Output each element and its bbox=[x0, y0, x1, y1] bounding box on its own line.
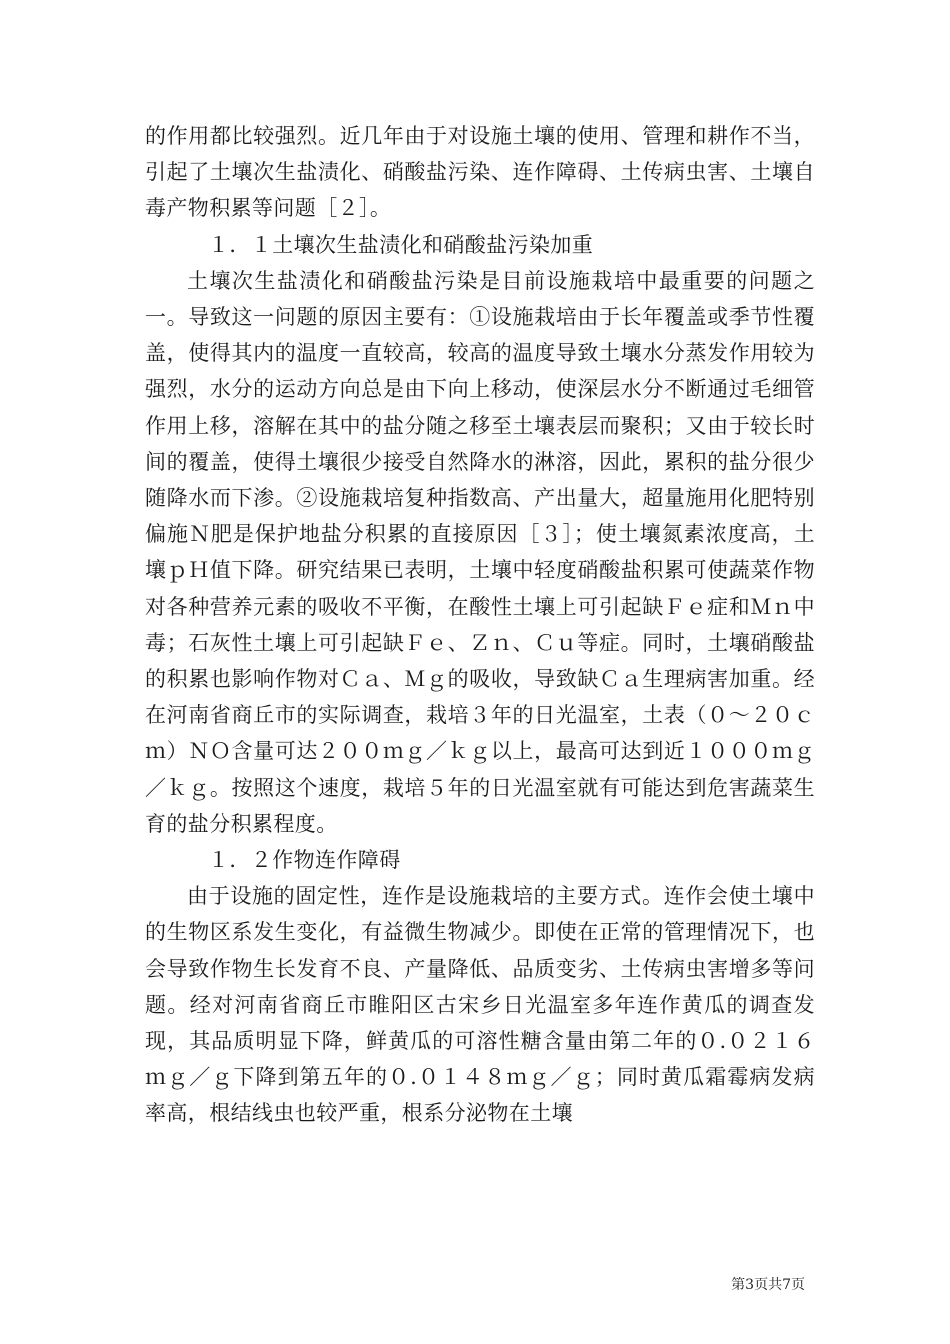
paragraph-continuous-cropping: 由于设施的固定性，连作是设施栽培的主要方式。连作会使土壤中的生物区系发生变化，有益微生物减少。即使在正常的管理情况下，也会导致作物生长发育不良、产量降低、品质变劣、土传病虫害增多等问题。经对河南省商丘市睢阳区古宋乡日光温室多年连作黄瓜的调查发现，其品质明显下降，鲜黄瓜的可溶性糖含量由第二年的０.０２１６ｍｇ／ｇ下降到第五年的０.０１４８ｍｇ／ｇ；同时黄瓜霜霉病发病率高，根结线虫也较严重，根系分泌物在土壤 bbox=[145, 884, 815, 1126]
paragraph-continuation: 的作用都比较强烈。近几年由于对设施土壤的使用、管理和耕作不当，引起了土壤次生盐渍化、硝酸盐污染、连作障碍、土传病虫害、土壤自毒产物积累等问题［２］。 bbox=[145, 124, 815, 221]
paragraph-salinization: 土壤次生盐渍化和硝酸盐污染是目前设施栽培中最重要的问题之一。导致这一问题的原因主要有：①设施栽培由于长年覆盖或季节性覆盖，使得其内的温度一直较高，较高的温度导致土壤水分蒸发作用较为强烈，水分的运动方向总是由下向上移动，使深层水分不断通过毛细管作用上移，溶解在其中的盐分随之移至土壤表层而聚积；又由于较长时间的覆盖，使得土壤很少接受自然降水的淋溶，因此，累积的盐分很少随降水而下渗。②设施栽培复种指数高、产出量大，超量施用化肥特别偏施Ｎ肥是保护地盐分积累的直接原因［３］；使土壤氮素浓度高，土壤ｐＨ值下降。研究结果已表明，土壤中轻度硝酸盐积累可使蔬菜作物对各种营养元素的吸收不平衡，在酸性土壤上可引起缺Ｆｅ症和Ｍｎ中毒；石灰性土壤上可引起缺Ｆｅ、Ｚｎ、Ｃｕ等症。同时，土壤硝酸盐的积累也影响作物对Ｃａ、Ｍｇ的吸收，导致缺Ｃａ生理病害加重。经在河南省商丘市的实际调查，栽培３年的日光温室，土表（０～２０ｃｍ）ＮＯ含量可达２００ｍｇ／ｋｇ以上，最高可达到近１０００ｍｇ／ｋｇ。按照这个速度，栽培５年的日光温室就有可能达到危害蔬菜生育的盐分积累程度。 bbox=[145, 268, 815, 836]
section-heading-1-2: １．２作物连作障碍 bbox=[208, 848, 401, 873]
page-number-footer: 第3页共7页 bbox=[731, 1277, 805, 1293]
document-body bbox=[145, 118, 815, 1132]
section-heading-1-1: １．１土壤次生盐渍化和硝酸盐污染加重 bbox=[208, 232, 594, 257]
